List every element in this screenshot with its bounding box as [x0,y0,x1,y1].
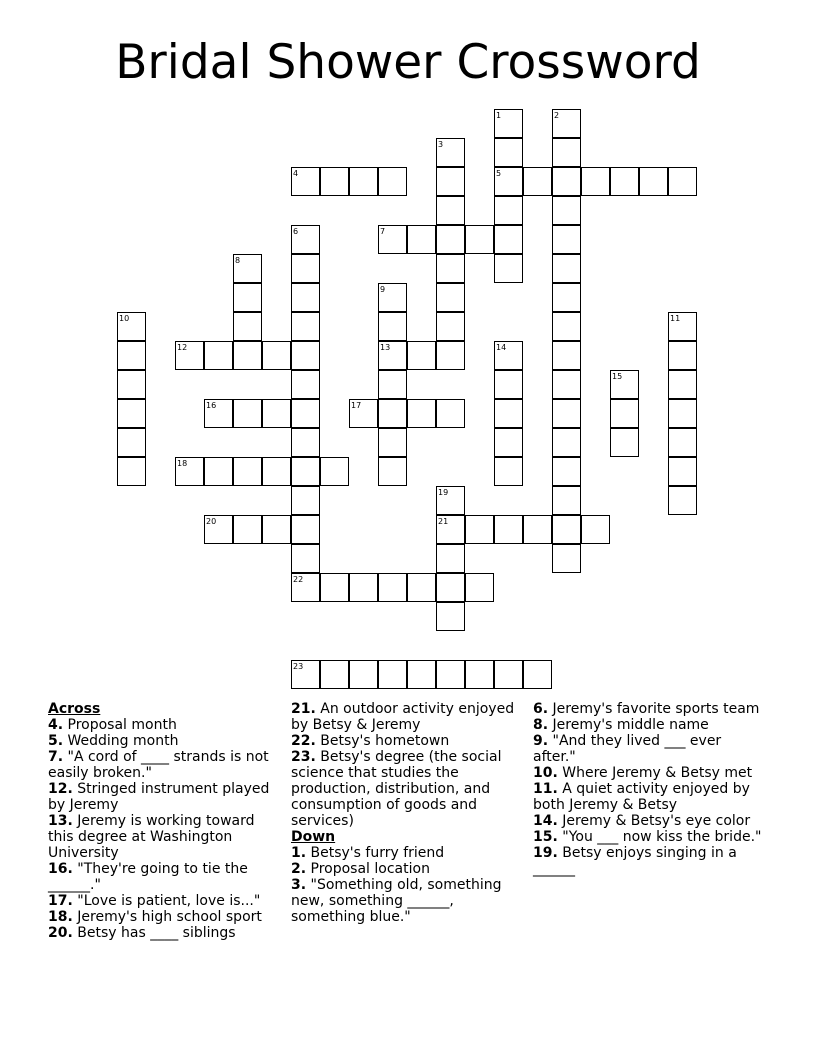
grid-cell[interactable] [494,428,523,457]
clue-number: 5 [496,169,502,178]
grid-cell[interactable] [262,399,291,428]
grid-cell[interactable] [378,312,407,341]
clue-item-text: Wedding month [63,733,179,749]
clue-number: 12 [177,343,188,352]
grid-cell[interactable] [581,167,610,196]
clue-item-text: Betsy's degree (the social science that studies the production, distribution, and consumption of goods and services) [291,749,502,829]
grid-cell[interactable] [494,660,523,689]
clue-item [48,861,273,893]
clue-item-text: Jeremy & Betsy's eye color [557,813,751,829]
grid-cell[interactable] [407,225,436,254]
grid-cell[interactable] [494,457,523,486]
clue-item [291,733,516,749]
clue-item-number: 3. [291,877,307,893]
clue-number: 13 [380,343,391,352]
grid-cell[interactable] [291,254,320,283]
clue-item-number: 13. [48,813,73,829]
clue-number: 20 [206,517,217,526]
grid-cell[interactable] [581,515,610,544]
clues-column-3 [533,701,765,877]
grid-cell[interactable] [668,341,697,370]
grid-cell[interactable] [291,544,320,573]
grid-cell[interactable] [494,138,523,167]
clue-item-number: 15. [533,829,558,845]
grid-cell[interactable] [291,486,320,515]
grid-cell[interactable] [117,370,146,399]
clue-item [533,733,765,765]
grid-cell[interactable] [407,399,436,428]
grid-cell[interactable] [407,341,436,370]
grid-cell[interactable] [378,399,407,428]
clue-item-number: 4. [48,717,64,733]
grid-cell[interactable] [668,167,697,196]
clue-item [291,861,516,877]
clue-number: 23 [293,662,304,671]
clue-item-text: "And they lived ___ ever after." [533,733,722,765]
clue-item-text: "Love is patient, love is..." [72,893,261,909]
clue-item-text: Proposal month [63,717,177,733]
clue-item-text: "A cord of ____ strands is not easily broken." [48,749,269,781]
clue-item-text: Betsy's furry friend [306,845,445,861]
grid-cell[interactable] [291,312,320,341]
clue-number: 18 [177,459,188,468]
clue-item-number: 7. [48,749,64,765]
clue-item-number: 8. [533,717,549,733]
grid-cell[interactable] [552,312,581,341]
clue-item-text: Where Jeremy & Betsy met [557,765,753,781]
clues-column-1 [48,701,273,941]
clue-item [48,733,273,749]
grid-cell[interactable] [349,167,378,196]
grid-cell[interactable] [552,515,581,544]
grid-cell[interactable] [552,399,581,428]
grid-cell[interactable] [436,544,465,573]
clues-column-2 [291,701,516,925]
clue-item-text: "You ___ now kiss the bride." [557,829,762,845]
grid-cell[interactable] [436,167,465,196]
grid-cell[interactable] [552,457,581,486]
clue-number: 14 [496,343,507,352]
grid-cell[interactable] [262,341,291,370]
clue-item [533,717,765,733]
grid-cell[interactable] [465,573,494,602]
clue-item-text: Betsy's hometown [315,733,450,749]
grid-cell[interactable] [117,457,146,486]
grid-cell[interactable] [233,457,262,486]
clue-number: 3 [438,140,444,149]
grid-cell[interactable] [436,399,465,428]
clue-number: 17 [351,401,362,410]
clue-number: 7 [380,227,386,236]
clue-item-text: Stringed instrument played by Jeremy [48,781,270,813]
clue-item [533,829,765,845]
grid-cell[interactable] [494,399,523,428]
grid-cell[interactable] [465,515,494,544]
grid-cell[interactable] [552,428,581,457]
grid-cell[interactable] [552,196,581,225]
grid-cell[interactable] [291,399,320,428]
grid-cell[interactable] [291,283,320,312]
clue-item-number: 6. [533,701,549,717]
grid-cell[interactable] [668,428,697,457]
grid-cell[interactable] [523,515,552,544]
clue-number: 11 [670,314,681,323]
grid-cell[interactable] [494,196,523,225]
grid-cell[interactable] [552,254,581,283]
clue-number: 1 [496,111,502,120]
grid-cell[interactable] [320,167,349,196]
grid-cell[interactable] [378,660,407,689]
clue-item-number: 20. [48,925,73,941]
clue-item-number: 18. [48,909,73,925]
grid-cell[interactable] [436,312,465,341]
clue-item-number: 23. [291,749,316,765]
grid-cell[interactable] [117,428,146,457]
grid-cell[interactable] [204,341,233,370]
grid-cell[interactable] [262,457,291,486]
grid-cell[interactable] [523,660,552,689]
clue-number: 8 [235,256,241,265]
clue-item [48,749,273,781]
page-title: Bridal Shower Crossword [115,35,701,90]
clue-number: 19 [438,488,449,497]
grid-cell[interactable] [552,283,581,312]
grid-cell[interactable] [349,573,378,602]
clue-number: 2 [554,111,560,120]
clue-number: 15 [612,372,623,381]
grid-cell[interactable] [233,399,262,428]
grid-cell[interactable] [407,573,436,602]
clue-item [533,845,765,877]
grid-cell[interactable] [378,573,407,602]
grid-cell[interactable] [610,428,639,457]
clue-item [48,813,273,861]
clue-item [533,765,765,781]
clue-item [48,717,273,733]
clue-item-number: 11. [533,781,558,797]
grid-cell[interactable] [494,225,523,254]
grid-cell[interactable] [494,254,523,283]
clue-item-text: Betsy enjoys singing in a ______ [533,845,737,877]
grid-cell[interactable] [552,544,581,573]
across-heading: Across [48,701,101,717]
grid-cell[interactable] [552,486,581,515]
clue-item-text: "Something old, something new, something ______, something blue." [291,877,502,925]
grid-cell[interactable] [349,660,378,689]
grid-cell[interactable] [378,370,407,399]
clue-item-text: Jeremy's favorite sports team [548,701,760,717]
clue-item-number: 21. [291,701,316,717]
grid-cell[interactable] [291,428,320,457]
clue-item [48,925,273,941]
clue-item-number: 9. [533,733,549,749]
grid-cell[interactable] [436,254,465,283]
grid-cell[interactable] [117,341,146,370]
clue-number: 6 [293,227,299,236]
clue-item-number: 22. [291,733,316,749]
grid-cell[interactable] [465,225,494,254]
grid-cell[interactable] [436,283,465,312]
grid-cell[interactable] [233,283,262,312]
grid-cell[interactable] [668,486,697,515]
grid-cell[interactable] [378,457,407,486]
clue-item [48,781,273,813]
down-heading: Down [291,829,336,845]
grid-cell[interactable] [262,515,291,544]
grid-cell[interactable] [233,515,262,544]
clue-item-text: Jeremy's high school sport [72,909,262,925]
grid-cell[interactable] [291,370,320,399]
clue-item-text: "They're going to tie the ______." [48,861,248,893]
clue-item [533,701,765,717]
clue-item [48,909,273,925]
grid-cell[interactable] [494,370,523,399]
clue-item-text: Jeremy is working toward this degree at Washington University [48,813,255,861]
grid-cell[interactable] [668,457,697,486]
clue-number: 21 [438,517,449,526]
grid-cell[interactable] [117,399,146,428]
clue-item-number: 19. [533,845,558,861]
grid-cell[interactable] [552,341,581,370]
clue-item [291,845,516,861]
clue-item-number: 14. [533,813,558,829]
grid-cell[interactable] [233,341,262,370]
grid-cell[interactable] [494,515,523,544]
clue-number: 4 [293,169,299,178]
clue-item-text: An outdoor activity enjoyed by Betsy & Jeremy [291,701,515,733]
clue-item-number: 2. [291,861,307,877]
grid-cell[interactable] [465,660,494,689]
grid-cell[interactable] [668,399,697,428]
grid-cell[interactable] [436,660,465,689]
grid-cell[interactable] [610,167,639,196]
grid-cell[interactable] [291,457,320,486]
grid-cell[interactable] [320,573,349,602]
grid-cell[interactable] [552,138,581,167]
grid-cell[interactable] [436,573,465,602]
grid-cell[interactable] [407,660,436,689]
clue-item-number: 17. [48,893,73,909]
grid-cell[interactable] [291,515,320,544]
clue-item-number: 16. [48,861,73,877]
clue-item [291,701,516,733]
clue-number: 10 [119,314,130,323]
clue-item [48,893,273,909]
clue-item [533,813,765,829]
grid-cell[interactable] [233,312,262,341]
grid-cell[interactable] [552,370,581,399]
grid-cell[interactable] [639,167,668,196]
grid-cell[interactable] [668,370,697,399]
grid-cell[interactable] [204,457,233,486]
grid-cell[interactable] [320,457,349,486]
grid-cell[interactable] [378,428,407,457]
clue-item-number: 1. [291,845,307,861]
clue-item-text: Proposal location [306,861,430,877]
grid-cell[interactable] [436,225,465,254]
grid-cell[interactable] [378,167,407,196]
grid-cell[interactable] [320,660,349,689]
clue-item-number: 5. [48,733,64,749]
clue-number: 22 [293,575,304,584]
grid-cell[interactable] [552,225,581,254]
grid-cell[interactable] [552,167,581,196]
clue-item [533,781,765,813]
grid-cell[interactable] [436,196,465,225]
clue-item [291,877,516,925]
clue-number: 9 [380,285,386,294]
grid-cell[interactable] [610,399,639,428]
grid-cell[interactable] [436,341,465,370]
clue-item-text: A quiet activity enjoyed by both Jeremy & Betsy [533,781,750,813]
clue-item-number: 10. [533,765,558,781]
clue-item-number: 12. [48,781,73,797]
grid-cell[interactable] [291,341,320,370]
grid-cell[interactable] [436,602,465,631]
grid-cell[interactable] [523,167,552,196]
clue-item-text: Jeremy's middle name [548,717,709,733]
clue-item-text: Betsy has ____ siblings [72,925,236,941]
clue-item [291,749,516,829]
clue-number: 16 [206,401,217,410]
